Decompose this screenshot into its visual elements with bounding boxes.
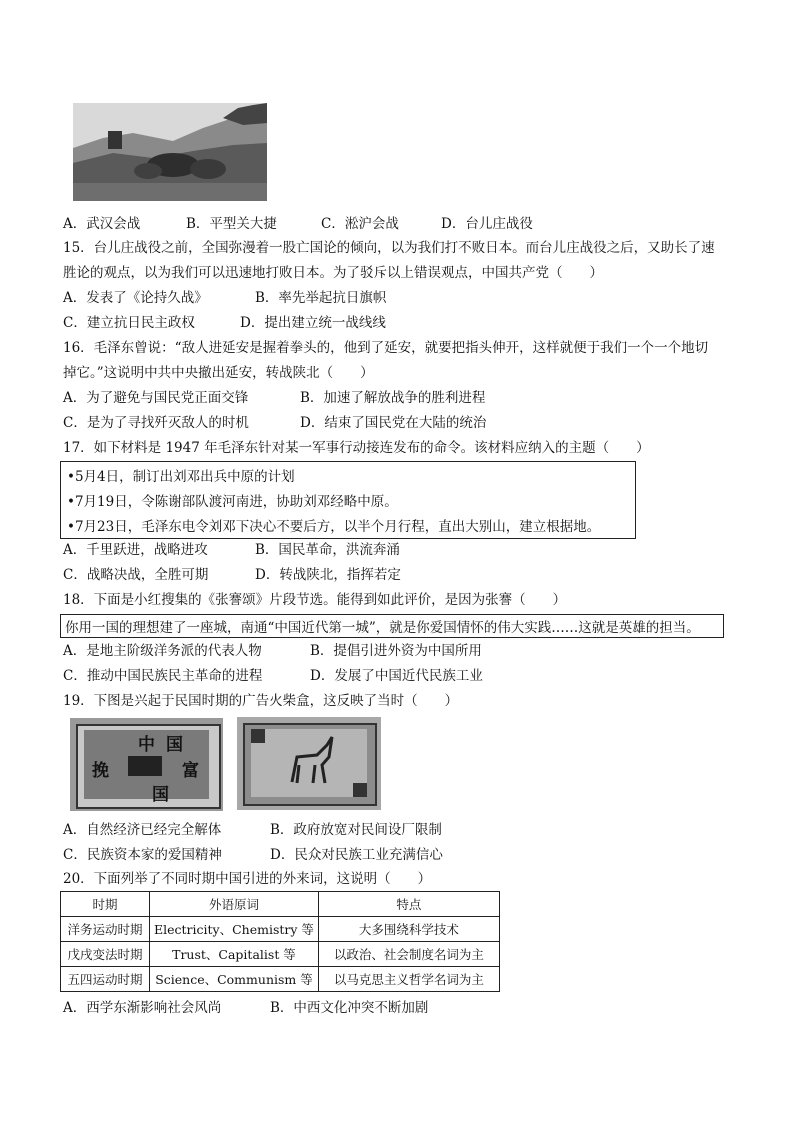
loanword-table: [60, 891, 500, 992]
q14-option-b[interactable]: B．平型关大捷: [186, 216, 277, 232]
q17-material-line: •7月19日，令陈谢部队渡河南进，协助刘邓经略中原。: [67, 494, 398, 510]
q17-material-box: [60, 461, 636, 539]
table-cell: Science、Communism 等: [150, 967, 319, 992]
table-cell: 大多围绕科学技术: [318, 917, 499, 942]
q18-quote-box: [60, 614, 724, 638]
q17-option-a[interactable]: A．千里跃进，战略进攻: [63, 542, 208, 558]
q15-stem-line1: 15．台儿庄战役之前，全国弥漫着一股亡国论的倾向，以为我们打不败日本。而台儿庄战役之后，又助长了速: [63, 240, 715, 256]
matchbox-char: 富: [182, 761, 199, 781]
table-cell: 以马克思主义哲学名词为主: [318, 967, 499, 992]
q17-option-d[interactable]: D．转战陕北，指挥若定: [255, 567, 401, 583]
q16-option-b[interactable]: B．加速了解放战争的胜利进程: [300, 390, 486, 406]
q16-stem-line1: 16．毛泽东曾说：“敌人进延安是握着拳头的，他到了延安，就要把指头伸开，这样就便于我们一个一个地切: [63, 340, 709, 356]
table-cell: 戊戌变法时期: [61, 942, 150, 967]
q17-options-row2: [63, 564, 401, 586]
q20-options-row1: [63, 997, 428, 1019]
matchbox-char: 国: [166, 735, 183, 755]
q19-stem: 19．下图是兴起于民国时期的广告火柴盒，这反映了当时（ ）: [63, 693, 459, 709]
q17-material-line: •7月23日，毛泽东电令刘邓下决心不要后方，以半个月行程，直出大别山，建立根据地。: [67, 519, 601, 535]
table-cell: 五四运动时期: [61, 967, 150, 992]
battle-photo: [73, 103, 267, 201]
q18-option-b[interactable]: B．提倡引进外资为中国所用: [310, 643, 482, 659]
q14-option-c[interactable]: C．淞沪会战: [321, 216, 399, 232]
q20-option-b[interactable]: B．中西文化冲突不断加剧: [270, 1000, 429, 1016]
table-header: 时期: [61, 892, 150, 917]
table-cell: Electricity、Chemistry 等: [150, 917, 319, 942]
matchbox-char: 国: [152, 785, 169, 805]
q19-option-c[interactable]: C．民族资本家的爱国精神: [63, 847, 222, 863]
q16-options-row1: [63, 387, 485, 409]
q19-options-row2: [63, 844, 443, 866]
q17-options-row1: [63, 539, 400, 561]
q16-stem-line2: 掉它。”这说明中共中央撤出延安，转战陕北（ ）: [63, 365, 374, 381]
q15-stem-line2: 胜论的观点，以为我们可以迅速地打败日本。为了驳斥以上错误观点，中国共产党（ ）: [63, 265, 603, 281]
q17-stem: 17．如下材料是 1947 年毛泽东针对某一军事行动接连发布的命令。该材料应纳入的主题（ ）: [63, 440, 650, 456]
q16-option-c[interactable]: C．是为了寻找歼灭敌人的时机: [63, 415, 249, 431]
table-row: [61, 917, 500, 942]
q18-options-row1: [63, 640, 482, 662]
q15-option-d[interactable]: D．提出建立统一战线线: [240, 315, 386, 331]
table-header: 外语原词: [150, 892, 319, 917]
q16-option-d[interactable]: D．结束了国民党在大陆的统治: [300, 415, 487, 431]
table-header: 特点: [318, 892, 499, 917]
table-cell: Trust、Capitalist 等: [150, 942, 319, 967]
q18-options-row2: [63, 665, 483, 687]
q14-option-d[interactable]: D．台儿庄战役: [441, 216, 533, 232]
q17-option-c[interactable]: C．战略决战，全胜可期: [63, 567, 209, 583]
q18-quote-text: 你用一国的理想建了一座城，南通“中国近代第一城”，就是你爱国情怀的伟大实践……这就是英雄的担当。: [65, 620, 700, 636]
table-header-row: [61, 892, 500, 917]
matchbox-photo-left: [70, 718, 223, 811]
q18-option-c[interactable]: C．推动中国民族民主革命的进程: [63, 668, 263, 684]
q16-option-a[interactable]: A．为了避免与国民党正面交锋: [63, 390, 249, 406]
deer-illustration: [237, 717, 381, 810]
q19-options-row1: [63, 819, 442, 841]
matchbox-photo-right: [237, 717, 381, 810]
q19-option-b[interactable]: B．政府放宽对民间设厂限制: [270, 822, 442, 838]
q18-option-d[interactable]: D．发展了中国近代民族工业: [310, 668, 483, 684]
q14-option-a[interactable]: A．武汉会战: [63, 216, 141, 232]
q19-option-a[interactable]: A．自然经济已经完全解体: [63, 822, 222, 838]
q15-option-b[interactable]: B．率先举起抗日旗帜: [255, 290, 387, 306]
matchbox-char: 挽: [92, 761, 109, 781]
q15-option-c[interactable]: C．建立抗日民主政权: [63, 315, 195, 331]
table-row: [61, 942, 500, 967]
q17-option-b[interactable]: B．国民革命，洪流奔涌: [255, 542, 400, 558]
q18-option-a[interactable]: A．是地主阶级洋务派的代表人物: [63, 643, 262, 659]
q18-stem: 18．下面是小红搜集的《张謇颂》片段节选。能得到如此评价，是因为张謇（ ）: [63, 592, 567, 608]
q20-stem: 20．下面列举了不同时期中国引进的外来词，这说明（ ）: [63, 871, 432, 887]
q15-options-row2: [63, 312, 386, 334]
matchbox-char: 中: [138, 735, 155, 755]
q17-material-line: •5月4日，制订出刘邓出兵中原的计划: [67, 469, 295, 485]
table-cell: 以政治、社会制度名词为主: [318, 942, 499, 967]
battle-photo-illustration: [73, 103, 267, 201]
table-row: [61, 967, 500, 992]
q14-options: [63, 213, 533, 235]
q15-options-row1: [63, 287, 386, 309]
q15-option-a[interactable]: A．发表了《论持久战》: [63, 290, 208, 306]
q20-option-a[interactable]: A．西学东渐影响社会风尚: [63, 1000, 222, 1016]
q19-option-d[interactable]: D．民众对民族工业充满信心: [270, 847, 443, 863]
q16-options-row2: [63, 412, 486, 434]
table-cell: 洋务运动时期: [61, 917, 150, 942]
